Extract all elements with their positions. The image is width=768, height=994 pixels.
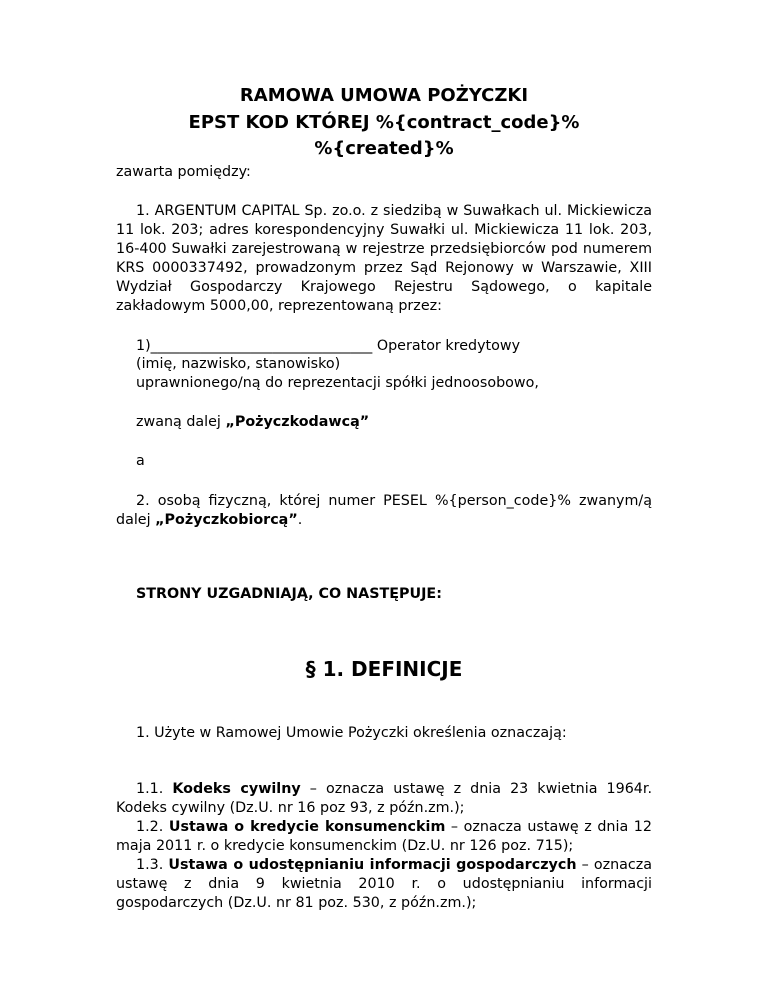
definition-number: 1.2. [136,819,169,835]
representative-authority: uprawnionego/ną do reprezentacji spółki jednoosobowo, [136,375,539,391]
definition-item [116,780,652,818]
conjunction: a [136,453,145,469]
representative-hint: (imię, nazwisko, stanowisko) [136,356,341,372]
intro-text: zawarta pomiędzy: [116,164,251,180]
definition-text: – oznacza ustawę z dnia 12 maja 2011 r. o kredycie konsumenckim (Dz.U. nr 126 poz. 715); [116,819,652,854]
party2-period: . [297,512,303,528]
definition-item [116,818,652,856]
representative-line: 1)_______________________________ Operator kredytowy [136,338,521,354]
definitions-intro: 1. Użyte w Ramowej Umowie Pożyczki określenia oznaczają: [136,725,567,741]
party2-text: 2. osobą fizyczną, której numer PESEL %{person_code}% zwanym/ą dalej [116,493,652,528]
doc-title-line2: EPST KOD KTÓREJ %{contract_code}% [188,112,580,133]
doc-title-line1: RAMOWA UMOWA POŻYCZKI [239,85,529,106]
definition-number: 1.1. [136,781,173,797]
definition-term: Ustawa o kredycie konsumenckim [168,819,446,835]
definition-term: Kodeks cywilny [172,781,301,797]
lender-definition [136,413,369,432]
definition-term: Ustawa o udostępnianiu informacji gospodarczych [168,857,577,873]
agreement-heading: STRONY UZGADNIAJĄ, CO NASTĘPUJE: [136,586,442,602]
lender-name: „Pożyczkodawcą” [225,414,370,430]
party1-paragraph: 1. ARGENTUM CAPITAL Sp. zo.o. z siedzibą w Suwałkach ul. Mickiewicza 11 lok. 203; adres korespondencyjny Suwałki ul. Mickiewicza 11 lok. 203, 16-400 Suwałki zarejestrowaną w rejestrze przedsiębiorców pod numerem KRS 0000337492, prowadzonym przez Sąd Rejonowy w Warszawie, XIII Wydział Gospodarczy Krajowego Rejestru Sądowego, o kapitale zakładowym 5000,00, reprezentowaną przez: [116,203,652,314]
definition-number: 1.3. [136,857,169,873]
lender-prefix: zwaną dalej [136,414,226,430]
borrower-name: „Pożyczkobiorcą” [155,512,298,528]
definition-text: – oznacza ustawę z dnia 9 kwietnia 2010 r. o udostępnianiu informacji gospodarczych (Dz.U. nr 81 poz. 530, z późn.zm.); [116,857,653,911]
definition-text: – oznacza ustawę z dnia 23 kwietnia 1964r. Kodeks cywilny (Dz.U. nr 16 poz 93, z późn.zm.); [116,781,652,816]
party2-paragraph [116,492,652,530]
definition-item [116,856,652,913]
section-1-heading: § 1. DEFINICJE [305,657,463,681]
doc-title-line3: %{created}% [314,138,454,159]
